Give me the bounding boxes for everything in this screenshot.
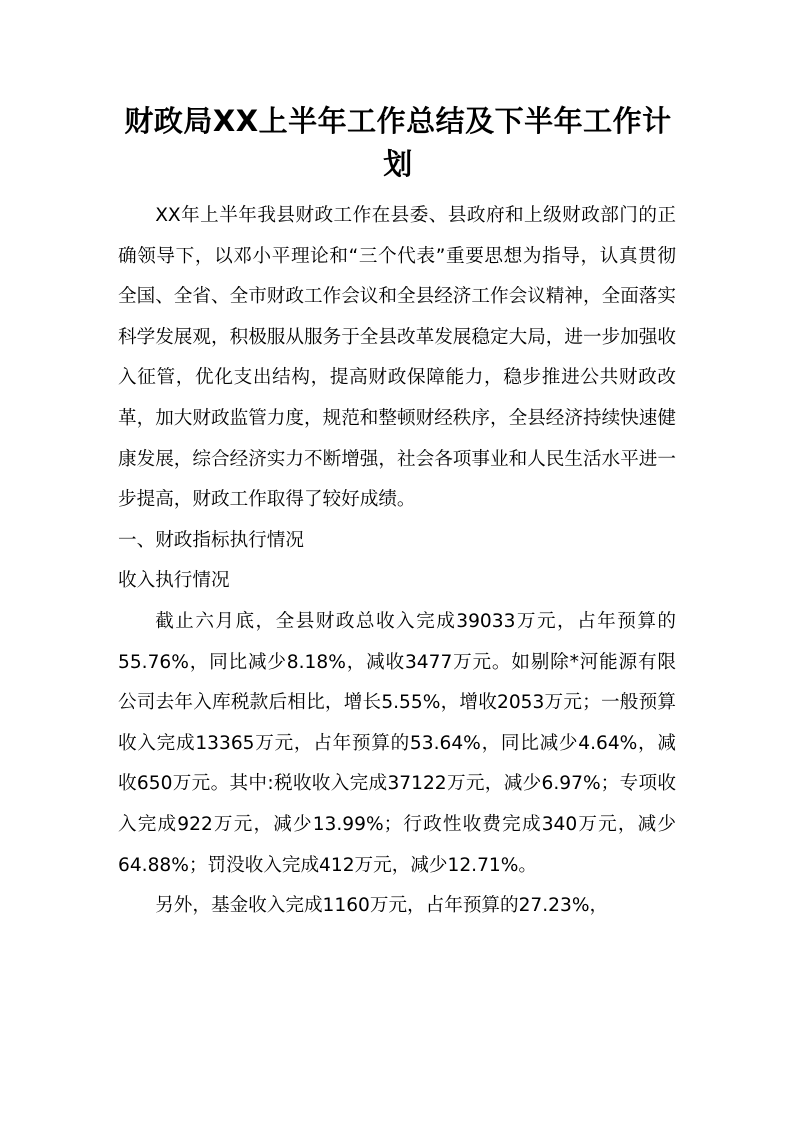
subsection-heading: 收入执行情况 [118, 570, 230, 592]
document-body [118, 196, 676, 927]
fund-income-paragraph: 另外，基金收入完成1160万元，占年预算的27.23%， [155, 895, 609, 917]
document-title: 财政局XX上半年工作总结及下半年工作计划 [124, 104, 672, 181]
income-paragraph: 截止六月底，全县财政总收入完成39033万元，占年预算的55.76%，同比减少8.18%，减收3477万元。如剔除*河能源有限公司去年入库税款后相比，增长5.55%，增收2053万元；一般预算收入完成13365万元，占年预算的53.64%，同比减少4.64%，减收650万元。其中:税收收入完成37122万元，减少6.97%；专项收入完成922万元，减少13.99%；行政性收费完成340万元，减少64.88%；罚没收入完成412万元，减少12.71%。 [118, 610, 676, 876]
section-heading: 一、财政指标执行情况 [118, 529, 304, 551]
intro-paragraph: XX年上半年我县财政工作在县委、县政府和上级财政部门的正确领导下，以邓小平理论和“三个代表”重要思想为指导，认真贯彻全国、全省、全市财政工作会议和全县经济工作会议精神，全面落实科学发展观，积极服从服务于全县改革发展稳定大局，进一步加强收入征管，优化支出结构，提高财政保障能力，稳步推进公共财政改革，加大财政监管力度，规范和整顿财经秩序，全县经济持续快速健康发展，综合经济实力不断增强，社会各项事业和人民生活水平进一步提高，财政工作取得了较好成绩。 [118, 205, 676, 511]
